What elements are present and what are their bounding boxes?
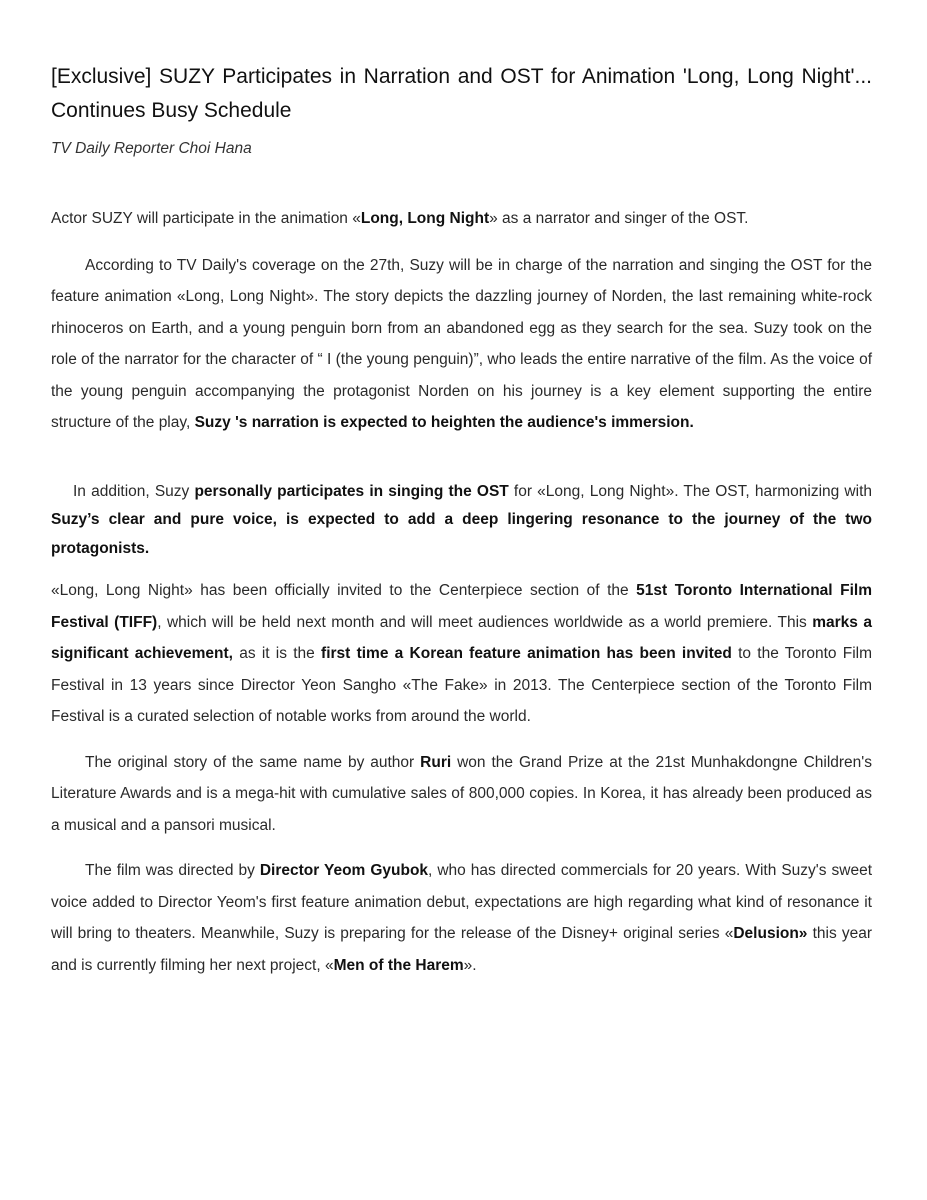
p4-text-g: to the Toronto Film Festival in 13 years since Director Yeon Sangho «The Fake» in 2013. The Centerpiece section of the Toronto Film Festival is a curated selection of notable works from around the world. bbox=[51, 645, 872, 725]
p5-text-c: won the Grand Prize at the 21st Munhakdongne Children's Literature Awards and is a mega-hit with cumulative sales of 800,000 copies. In Korea, it has already been produced as a musical and a pansori musical. bbox=[51, 753, 873, 834]
p4-bold-achievement: marks a significant achievement, bbox=[51, 613, 872, 662]
lead-paragraph bbox=[51, 203, 872, 235]
original-story-paragraph bbox=[51, 747, 872, 842]
p4-bold-festival: 51st Toronto International Film Festival (TIFF) bbox=[51, 582, 872, 631]
p6-text-g: ». bbox=[463, 956, 477, 974]
p6-bold-delusion: Delusion» bbox=[733, 925, 808, 942]
p4-bold-first-time: first time a Korean feature animation has been invited bbox=[321, 645, 732, 662]
p2-text-a: According to TV Daily's coverage on the 27th, Suzy will be in charge of the narration and singing the OST for the feature animation «Long, Long Night». The story depicts the dazzling journey of Norden, the last remaining white-rock rhinoceros on Earth, and a young penguin born from an abandoned egg as they search for the sea. Suzy took on the role of the narrator for the character of “ I (the young penguin)”, who leads the entire narrative of the film. As the voice of the young penguin accompanying the protagonist Norden on his journey is a key element supporting the entire structure of the play, bbox=[51, 256, 872, 431]
p4-text-e: as it is the bbox=[232, 645, 322, 662]
director-paragraph bbox=[51, 855, 872, 981]
p4-text-a: «Long, Long Night» has been officially invited to the Centerpiece section of the bbox=[51, 582, 637, 599]
p3-bold-voice: Suzy’s clear and pure voice, is expected to add a deep lingering resonance to the journey of the two protagonists. bbox=[51, 511, 872, 557]
p3-text-a: In addition, Suzy bbox=[73, 482, 195, 500]
festival-paragraph bbox=[51, 575, 872, 733]
p6-text-e: this year and is currently filming her next project, « bbox=[51, 925, 872, 974]
p3-bold-ost: personally participates in singing the OST bbox=[194, 482, 509, 500]
p5-text-a: The original story of the same name by author bbox=[85, 753, 421, 771]
p2-bold-highlight: Suzy 's narration is expected to heighten the audience's immersion. bbox=[194, 414, 694, 431]
p4-text-c: , which will be held next month and will meet audiences worldwide as a world premiere. This bbox=[157, 613, 813, 631]
p6-bold-next-project: Men of the Harem bbox=[333, 956, 464, 974]
p1-bold-title: Long, Long Night bbox=[360, 210, 490, 227]
p5-bold-author: Ruri bbox=[420, 753, 452, 771]
article-byline: TV Daily Reporter Choi Hana bbox=[51, 140, 252, 157]
narration-paragraph bbox=[51, 250, 872, 439]
p6-text-a: The film was directed by bbox=[85, 862, 260, 879]
p1-text-a: Actor SUZY will participate in the animation « bbox=[51, 210, 361, 227]
article-headline: [Exclusive] SUZY Participates in Narration and OST for Animation 'Long, Long Night'... Continues Busy Schedule bbox=[51, 65, 872, 122]
p6-text-c: , who has directed commercials for 20 years. With Suzy's sweet voice added to Director Yeom's first feature animation debut, expectations are high regarding what kind of resonance it will bring to theaters. Meanwhile, Suzy is preparing for the release of the Disney+ original series « bbox=[51, 862, 872, 942]
p3-text-c: for «Long, Long Night». The OST, harmonizing with bbox=[508, 482, 872, 500]
p1-text-c: » as a narrator and singer of the OST. bbox=[489, 210, 749, 227]
ost-paragraph bbox=[51, 478, 872, 564]
p6-bold-director: Director Yeom Gyubok bbox=[259, 862, 429, 879]
